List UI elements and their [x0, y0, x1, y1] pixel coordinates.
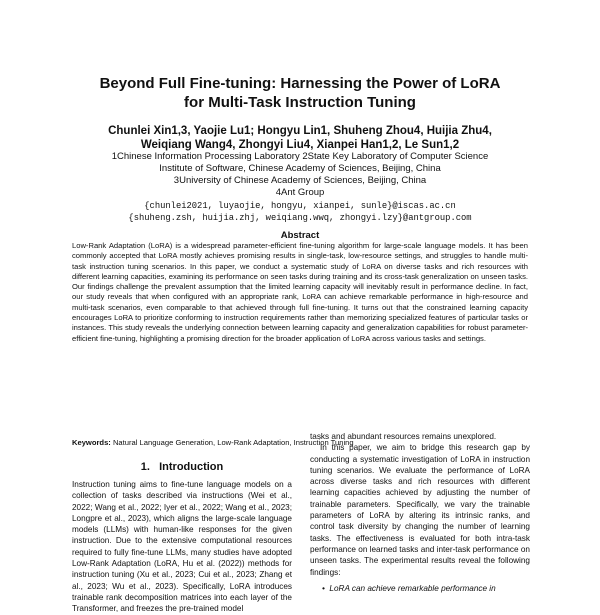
section-heading-introduction — [72, 461, 292, 473]
authors-line-1: Chunlei Xin1,3, Yaojie Lu1; Hongyu Lin1, Shuheng Zhou4, Huijia Zhu4, — [108, 125, 492, 137]
keywords-text: Natural Language Generation, Low-Rank Adaptation, Instruction Tuning — [112, 438, 354, 447]
affiliation-3: 3University of Chinese Academy of Sciences, Beijing, China — [173, 175, 427, 186]
affiliation-4: 4Ant Group — [275, 187, 325, 198]
email-line-2: {shuheng.zsh, huijia.zhj, weiqiang.wwq, zhongyi.lzy}@antgroup.com — [128, 213, 472, 223]
right-paragraph-2: In this paper, we aim to bridge this research gap by conducting a systematic investigation of LoRA in instruction tuning scenarios. We evaluate the performance of LoRA across diverse tasks and rich resources with different learning capacities achieved by adjusting the number of trainable parameters. Specifically, we vary the trainable parameters of LoRA by altering its intrinsic ranks, and control task diversity by changing the number of learning tasks. The effectiveness is evaluated for both intra-task performance on learned tasks and inter-task performance on unseen tasks. The experimental results reveal the following findings: — [310, 443, 530, 577]
section-number: 1. — [140, 461, 150, 473]
intro-right-column — [310, 431, 530, 578]
abstract-text: Low-Rank Adaptation (LoRA) is a widespread parameter-efficient fine-tuning algorithm for large-scale language models. It has been commonly accepted that LoRA mostly achieves promising results in single-task, low-resource settings, and struggles to handle multi-task instruction tuning scenarios. In this paper, we conduct a systematic study of LoRA on diverse tasks and rich resources with different learning capacities, examining its performance on seen tasks during training and its cross-task generalization on unseen tasks. Our findings challenge the prevalent assumption that the limited learning capacity will inevitably result in performance decline. In fact, our study reveals that when configured with an appropriate rank, LoRA can achieve remarkable performance in high-resource and multi-task scenarios, even comparable to that achieved through full fine-tuning. It turns out that the constrained learning capacity encourages LoRA to prioritize conforming to instruction requirements rather than memorizing specialized features of particular tasks or instances. This study reveals the underlying connection between learning capacity and generalization capabilities for robust parameter-efficient fine-tuning, highlighting a promising direction for the broader application of LoRA across various tasks and settings. — [72, 241, 528, 343]
affiliation-2: Institute of Software, Chinese Academy of Sciences, Beijing, China — [159, 163, 441, 174]
affiliations — [60, 151, 540, 199]
bullet-icon: • — [322, 584, 330, 593]
section-title: Introduction — [159, 461, 224, 473]
finding-bullet — [322, 584, 530, 593]
title-line-2: for Multi-Task Instruction Tuning — [184, 94, 416, 111]
intro-left-column: Instruction tuning aims to fine-tune language models on a collection of tasks described via instructions (Wei et al., 2022; Wang et al., 2022; Iyer et al., 2022; Wang et al., 2023; Longpre et al., 2023), which aligns the large-scale language models (LLMs) with human-like responses for the given instruction. Due to the extensive computational resources required to fully fine-tune LLMs, many studies have adopted Low-Rank Adaptation (LoRA, Hu et al. (2022)) methods for instruction tuning (Xu et al., 2023; Cui et al., 2023; Zhang et al., 2023; Wu et al., 2023). Specifically, LoRA introduces trainable rank decomposition matrices into each layer of the Transformer, and freezes the pre-trained model — [72, 480, 292, 614]
authors-line-2: Weiqiang Wang4, Zhongyi Liu4, Xianpei Han1,2, Le Sun1,2 — [140, 139, 460, 151]
bullet-text: LoRA can achieve remarkable performance in — [329, 584, 496, 593]
right-paragraph-1: tasks and abundant resources remains unexplored. — [310, 432, 497, 441]
author-list — [60, 124, 540, 152]
affiliation-1: 1Chinese Information Processing Laboratory 2State Key Laboratory of Computer Science — [111, 151, 489, 162]
email-line-1: {chunlei2021, luyaojie, hongyu, xianpei, sunle}@iscas.ac.cn — [144, 201, 456, 211]
author-emails — [60, 200, 540, 224]
abstract-heading: Abstract — [280, 230, 320, 241]
paper-title — [60, 74, 540, 112]
keywords-label: Keywords: — [72, 438, 111, 447]
title-line-1: Beyond Full Fine-tuning: Harnessing the Power of LoRA — [99, 75, 501, 92]
